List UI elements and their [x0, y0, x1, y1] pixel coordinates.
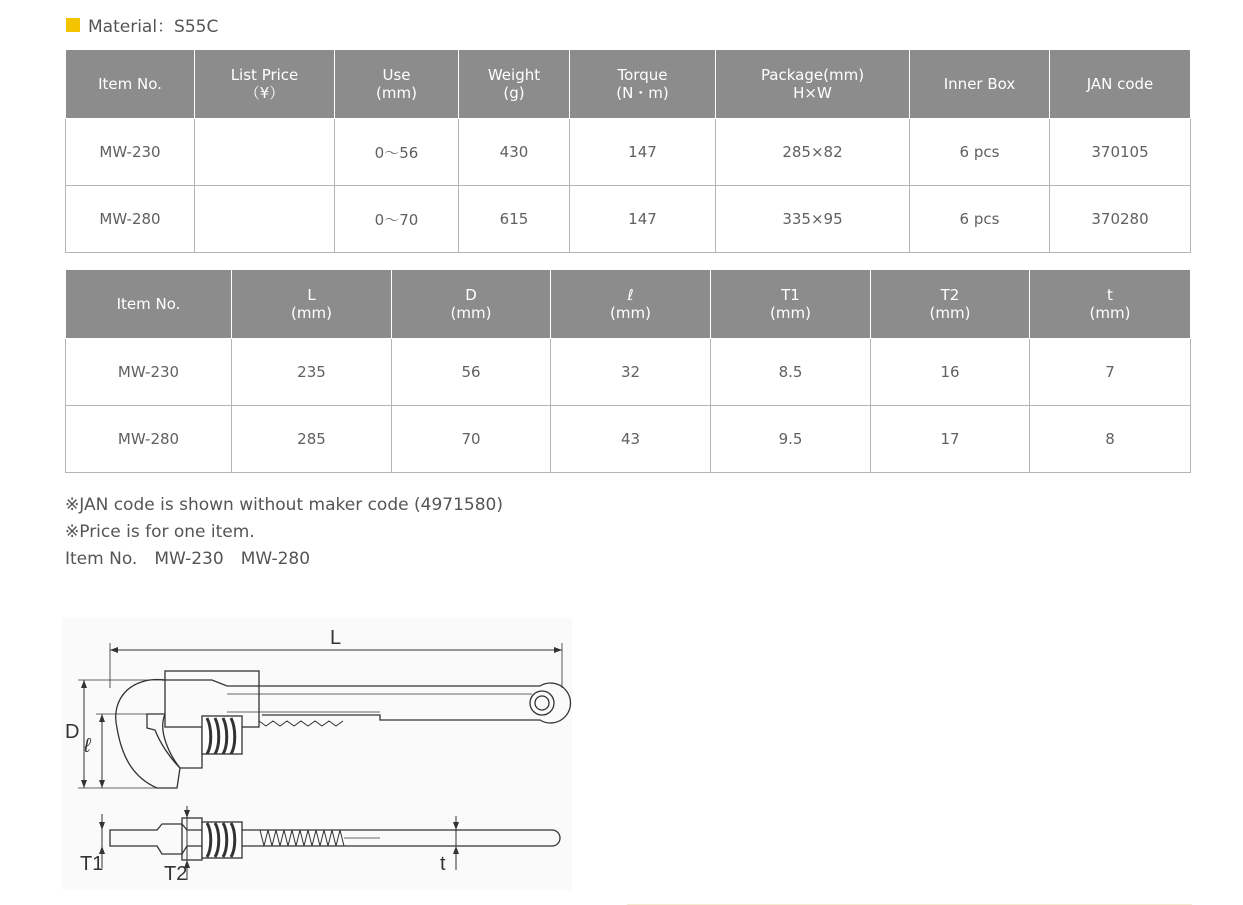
- col-header-jan-code: JAN code: [1050, 50, 1191, 119]
- note-jan-code: ※JAN code is shown without maker code (4971580): [65, 495, 503, 515]
- table-cell: 8: [1030, 406, 1191, 473]
- table-row: [66, 339, 1191, 406]
- spec-table-price: [65, 49, 1191, 253]
- table-cell: 147: [570, 186, 716, 253]
- table-cell: MW-280: [66, 186, 195, 253]
- table-cell: 6 pcs: [910, 186, 1050, 253]
- table-cell: 7: [1030, 339, 1191, 406]
- spec-table-dimensions: [65, 269, 1191, 473]
- yellow-square-icon: [66, 18, 80, 32]
- table-cell: MW-280: [66, 406, 232, 473]
- col-header-inner-box: Inner Box: [910, 50, 1050, 119]
- col-header-weight: Weight (g): [459, 50, 570, 119]
- table-cell: 235: [232, 339, 392, 406]
- col-header-T2: T2 (mm): [871, 270, 1030, 339]
- col-header-ell: ℓ (mm): [551, 270, 711, 339]
- col-header-t: t (mm): [1030, 270, 1191, 339]
- table-header-row: [66, 270, 1191, 339]
- table-cell: [195, 186, 335, 253]
- table-cell: MW-230: [66, 339, 232, 406]
- col-header-list-price: List Price （¥）: [195, 50, 335, 119]
- table-cell: 6 pcs: [910, 119, 1050, 186]
- table-row: [66, 119, 1191, 186]
- table-cell: 0～70: [335, 186, 459, 253]
- col-header-item-no: Item No.: [66, 270, 232, 339]
- table-cell: 370280: [1050, 186, 1191, 253]
- col-header-L: L (mm): [232, 270, 392, 339]
- table-cell: 43: [551, 406, 711, 473]
- table-cell: 285×82: [716, 119, 910, 186]
- table-row: [66, 406, 1191, 473]
- diagram-background: [62, 618, 572, 890]
- note-price: ※Price is for one item.: [65, 522, 255, 542]
- label-D: D: [65, 721, 80, 743]
- table-cell: 32: [551, 339, 711, 406]
- col-header-T1: T1 (mm): [711, 270, 871, 339]
- note-item-no: Item No. MW-230 MW-280: [65, 549, 311, 569]
- table-row: [66, 186, 1191, 253]
- col-header-torque: Torque (N・m): [570, 50, 716, 119]
- notes: [65, 492, 503, 573]
- table-cell: 0～56: [335, 119, 459, 186]
- table-cell: 615: [459, 186, 570, 253]
- col-header-item-no: Item No.: [66, 50, 195, 119]
- table-cell: 370105: [1050, 119, 1191, 186]
- label-t: t: [440, 853, 446, 875]
- table-cell: 285: [232, 406, 392, 473]
- table-cell: 17: [871, 406, 1030, 473]
- table-cell: MW-230: [66, 119, 195, 186]
- table-header-row: [66, 50, 1191, 119]
- table-cell: 9.5: [711, 406, 871, 473]
- col-header-D: D (mm): [392, 270, 551, 339]
- label-T2: T2: [164, 863, 188, 885]
- label-T1: T1: [80, 853, 104, 875]
- table-cell: [195, 119, 335, 186]
- table-cell: 430: [459, 119, 570, 186]
- table-cell: 8.5: [711, 339, 871, 406]
- col-header-package: Package(mm) H×W: [716, 50, 910, 119]
- table-cell: 147: [570, 119, 716, 186]
- table-cell: 335×95: [716, 186, 910, 253]
- table-cell: 56: [392, 339, 551, 406]
- table-cell: 16: [871, 339, 1030, 406]
- label-ell: ℓ: [84, 735, 91, 757]
- table-cell: 70: [392, 406, 551, 473]
- label-L: L: [330, 627, 342, 649]
- material-label: [66, 12, 218, 37]
- col-header-use: Use (mm): [335, 50, 459, 119]
- wrench-dimension-diagram: [62, 618, 572, 890]
- material-text: Material：S55C: [88, 17, 219, 37]
